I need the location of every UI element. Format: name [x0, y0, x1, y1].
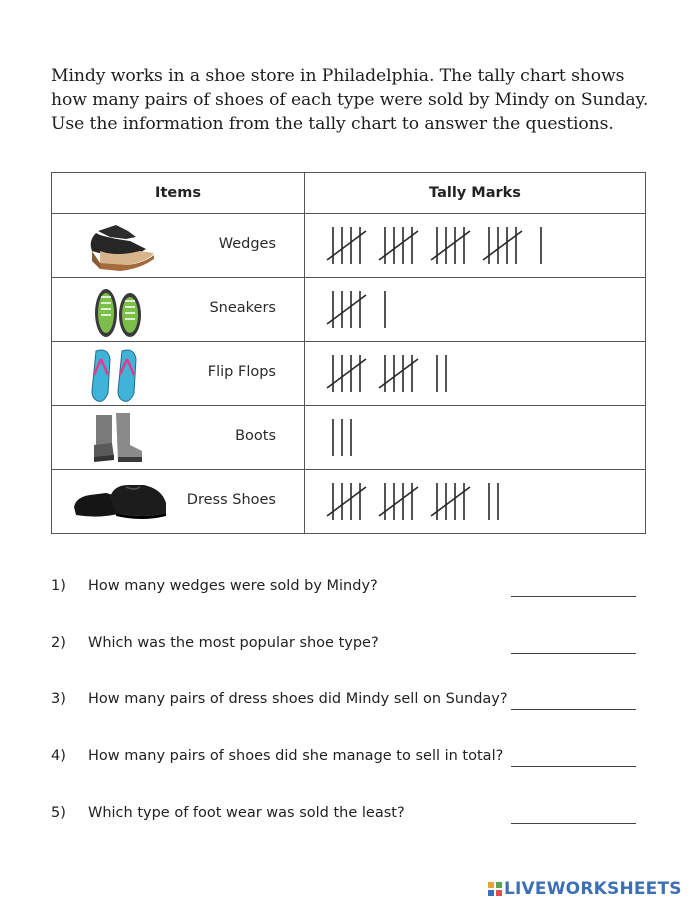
table-header-row: [52, 173, 646, 214]
item-label: Wedges: [218, 236, 276, 252]
item-label: Dress Shoes: [186, 492, 276, 508]
answer-line[interactable]: [511, 766, 636, 767]
liveworksheets-logo[interactable]: [488, 878, 682, 900]
tally-marks: [305, 342, 645, 405]
question-number: 5): [51, 805, 66, 821]
flip-flops-icon: [70, 345, 170, 403]
answer-line[interactable]: [511, 653, 636, 654]
brand-name: LIVEWORKSHEETS: [504, 879, 682, 899]
sneakers-icon: [70, 281, 170, 339]
dress-shoes-icon: [70, 473, 170, 531]
tally-marks: [305, 406, 645, 469]
question-text: How many pairs of shoes did she manage to sell in total?: [88, 748, 504, 764]
table-row: [52, 214, 646, 278]
tally-marks: [305, 470, 645, 533]
table-row: [52, 278, 646, 342]
question-number: 4): [51, 748, 66, 764]
question-text: How many pairs of dress shoes did Mindy sell on Sunday?: [88, 691, 508, 707]
question-4: [51, 748, 646, 770]
boots-icon: [70, 409, 170, 467]
item-label: Sneakers: [209, 300, 276, 316]
item-label: Boots: [235, 428, 276, 444]
question-1: [51, 578, 646, 600]
answer-line[interactable]: [511, 823, 636, 824]
items-header: Items: [52, 173, 305, 214]
tally-marks: [305, 214, 645, 277]
grid-logo-icon: [488, 882, 502, 896]
table-row: [52, 342, 646, 406]
tally-table: [51, 172, 646, 534]
question-5: [51, 805, 646, 827]
question-2: [51, 635, 646, 657]
answer-line[interactable]: [511, 596, 636, 597]
question-number: 3): [51, 691, 66, 707]
question-text: Which type of foot wear was sold the least?: [88, 805, 405, 821]
item-label: Flip Flops: [207, 364, 276, 380]
table-row: [52, 406, 646, 470]
question-number: 2): [51, 635, 66, 651]
tally-marks-header: Tally Marks: [305, 173, 646, 214]
question-text: How many wedges were sold by Mindy?: [88, 578, 378, 594]
question-3: [51, 691, 646, 713]
wedge-sandal-icon: [70, 217, 170, 275]
question-text: Which was the most popular shoe type?: [88, 635, 379, 651]
table-row: [52, 470, 646, 534]
tally-marks: [305, 278, 645, 341]
question-number: 1): [51, 578, 66, 594]
intro-paragraph: Mindy works in a shoe store in Philadelphia. The tally chart shows how many pairs of shoes of each type were sold by Mindy on Sunday. Use the information from the tally chart to answer the questions.: [51, 66, 649, 134]
answer-line[interactable]: [511, 709, 636, 710]
